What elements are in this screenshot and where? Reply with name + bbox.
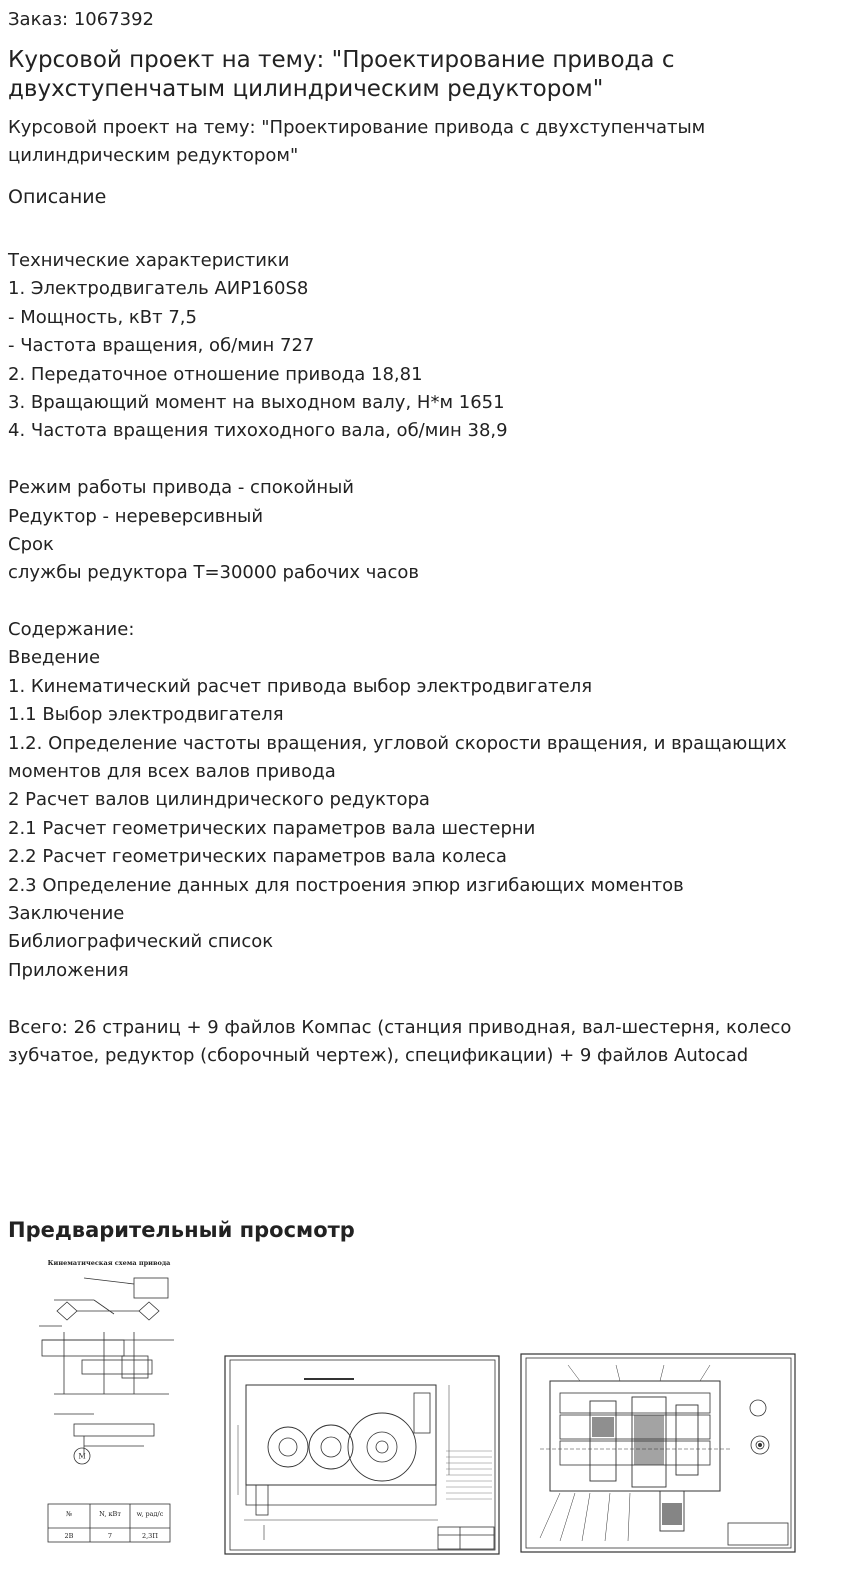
description-body xyxy=(8,247,843,1070)
section-drawing xyxy=(520,1353,796,1553)
scheme-title: Кинематическая схема привода xyxy=(47,1259,171,1267)
order-number: Заказ: 1067392 xyxy=(8,9,154,30)
preview-thumbnail-section-drawing[interactable] xyxy=(520,1353,796,1553)
preview-thumbnail-gearbox-drawing[interactable] xyxy=(224,1355,500,1555)
description-line: 2. Передаточное отношение привода 18,81 xyxy=(8,363,423,385)
table-header-cell: N, кВт xyxy=(99,1510,121,1518)
description-line: Заключение xyxy=(8,902,125,924)
description-line: Введение xyxy=(8,647,101,669)
description-line: 3. Вращающий момент на выходном валу, Н*м 1651 xyxy=(8,391,505,413)
page-subtitle: Курсовой проект на тему: "Проектирование привода с двухступенчатым цилиндрическим редуктором" xyxy=(8,117,706,166)
description-line: 2 Расчет валов цилиндрического редуктора xyxy=(8,789,430,811)
gearbox-drawing xyxy=(224,1355,500,1555)
description-line: 1.1 Выбор электродвигателя xyxy=(8,704,284,726)
description-line: Библиографический список xyxy=(8,931,274,953)
page-title: Курсовой проект на тему: "Проектирование привода с двухступенчатым цилиндрическим редуктором" xyxy=(8,47,675,102)
description-line: Приложения xyxy=(8,959,129,981)
description-line: 1. Электродвигатель АИР160S8 xyxy=(8,278,309,300)
description-line: 1.2. Определение частоты вращения, угловой скорости вращения, и вращающих xyxy=(8,732,787,754)
description-line: Технические характеристики xyxy=(8,250,290,271)
description-line: зубчатое, редуктор (сборочный чертеж), спецификации) + 9 файлов Autocad xyxy=(8,1044,749,1066)
description-line: - Мощность, кВт 7,5 xyxy=(8,306,197,328)
blank-line xyxy=(8,446,843,474)
description-line: 1. Кинематический расчет привода выбор электродвигателя xyxy=(8,675,593,697)
description-line: Всего: 26 страниц + 9 файлов Компас (станция приводная, вал-шестерня, колесо xyxy=(8,1016,792,1038)
blank-line xyxy=(8,588,843,616)
table-header-cell: w, рад/с xyxy=(136,1510,164,1518)
description-line: 4. Частота вращения тихоходного вала, об/мин 38,9 xyxy=(8,420,508,442)
description-line: Редуктор - нереверсивный xyxy=(8,505,264,527)
description-line: моментов для всех валов привода xyxy=(8,761,336,783)
kinematic-scheme-drawing xyxy=(34,1254,184,1554)
table-cell: 7 xyxy=(107,1532,113,1540)
table-cell: 2,3П xyxy=(141,1532,159,1540)
svg-text:M: M xyxy=(78,1452,86,1461)
blank-line xyxy=(8,985,843,1013)
description-line: службы редуктора Т=30000 рабочих часов xyxy=(8,562,419,584)
table-header-cell: № xyxy=(65,1510,73,1518)
description-line: 2.1 Расчет геометрических параметров вала шестерни xyxy=(8,817,536,839)
preview-thumbnail-kinematic-scheme[interactable] xyxy=(34,1254,184,1554)
preview-heading: Предварительный просмотр xyxy=(8,1218,355,1242)
table-cell: 2В xyxy=(64,1532,74,1540)
description-line: 2.3 Определение данных для построения эпюр изгибающих моментов xyxy=(8,874,684,896)
description-line: 2.2 Расчет геометрических параметров вала колеса xyxy=(8,846,507,868)
description-line: Режим работы привода - спокойный xyxy=(8,477,354,499)
description-heading: Описание xyxy=(8,186,107,208)
description-line: Срок xyxy=(8,533,54,555)
description-line: - Частота вращения, об/мин 727 xyxy=(8,335,315,357)
description-line: Содержание: xyxy=(8,619,135,641)
